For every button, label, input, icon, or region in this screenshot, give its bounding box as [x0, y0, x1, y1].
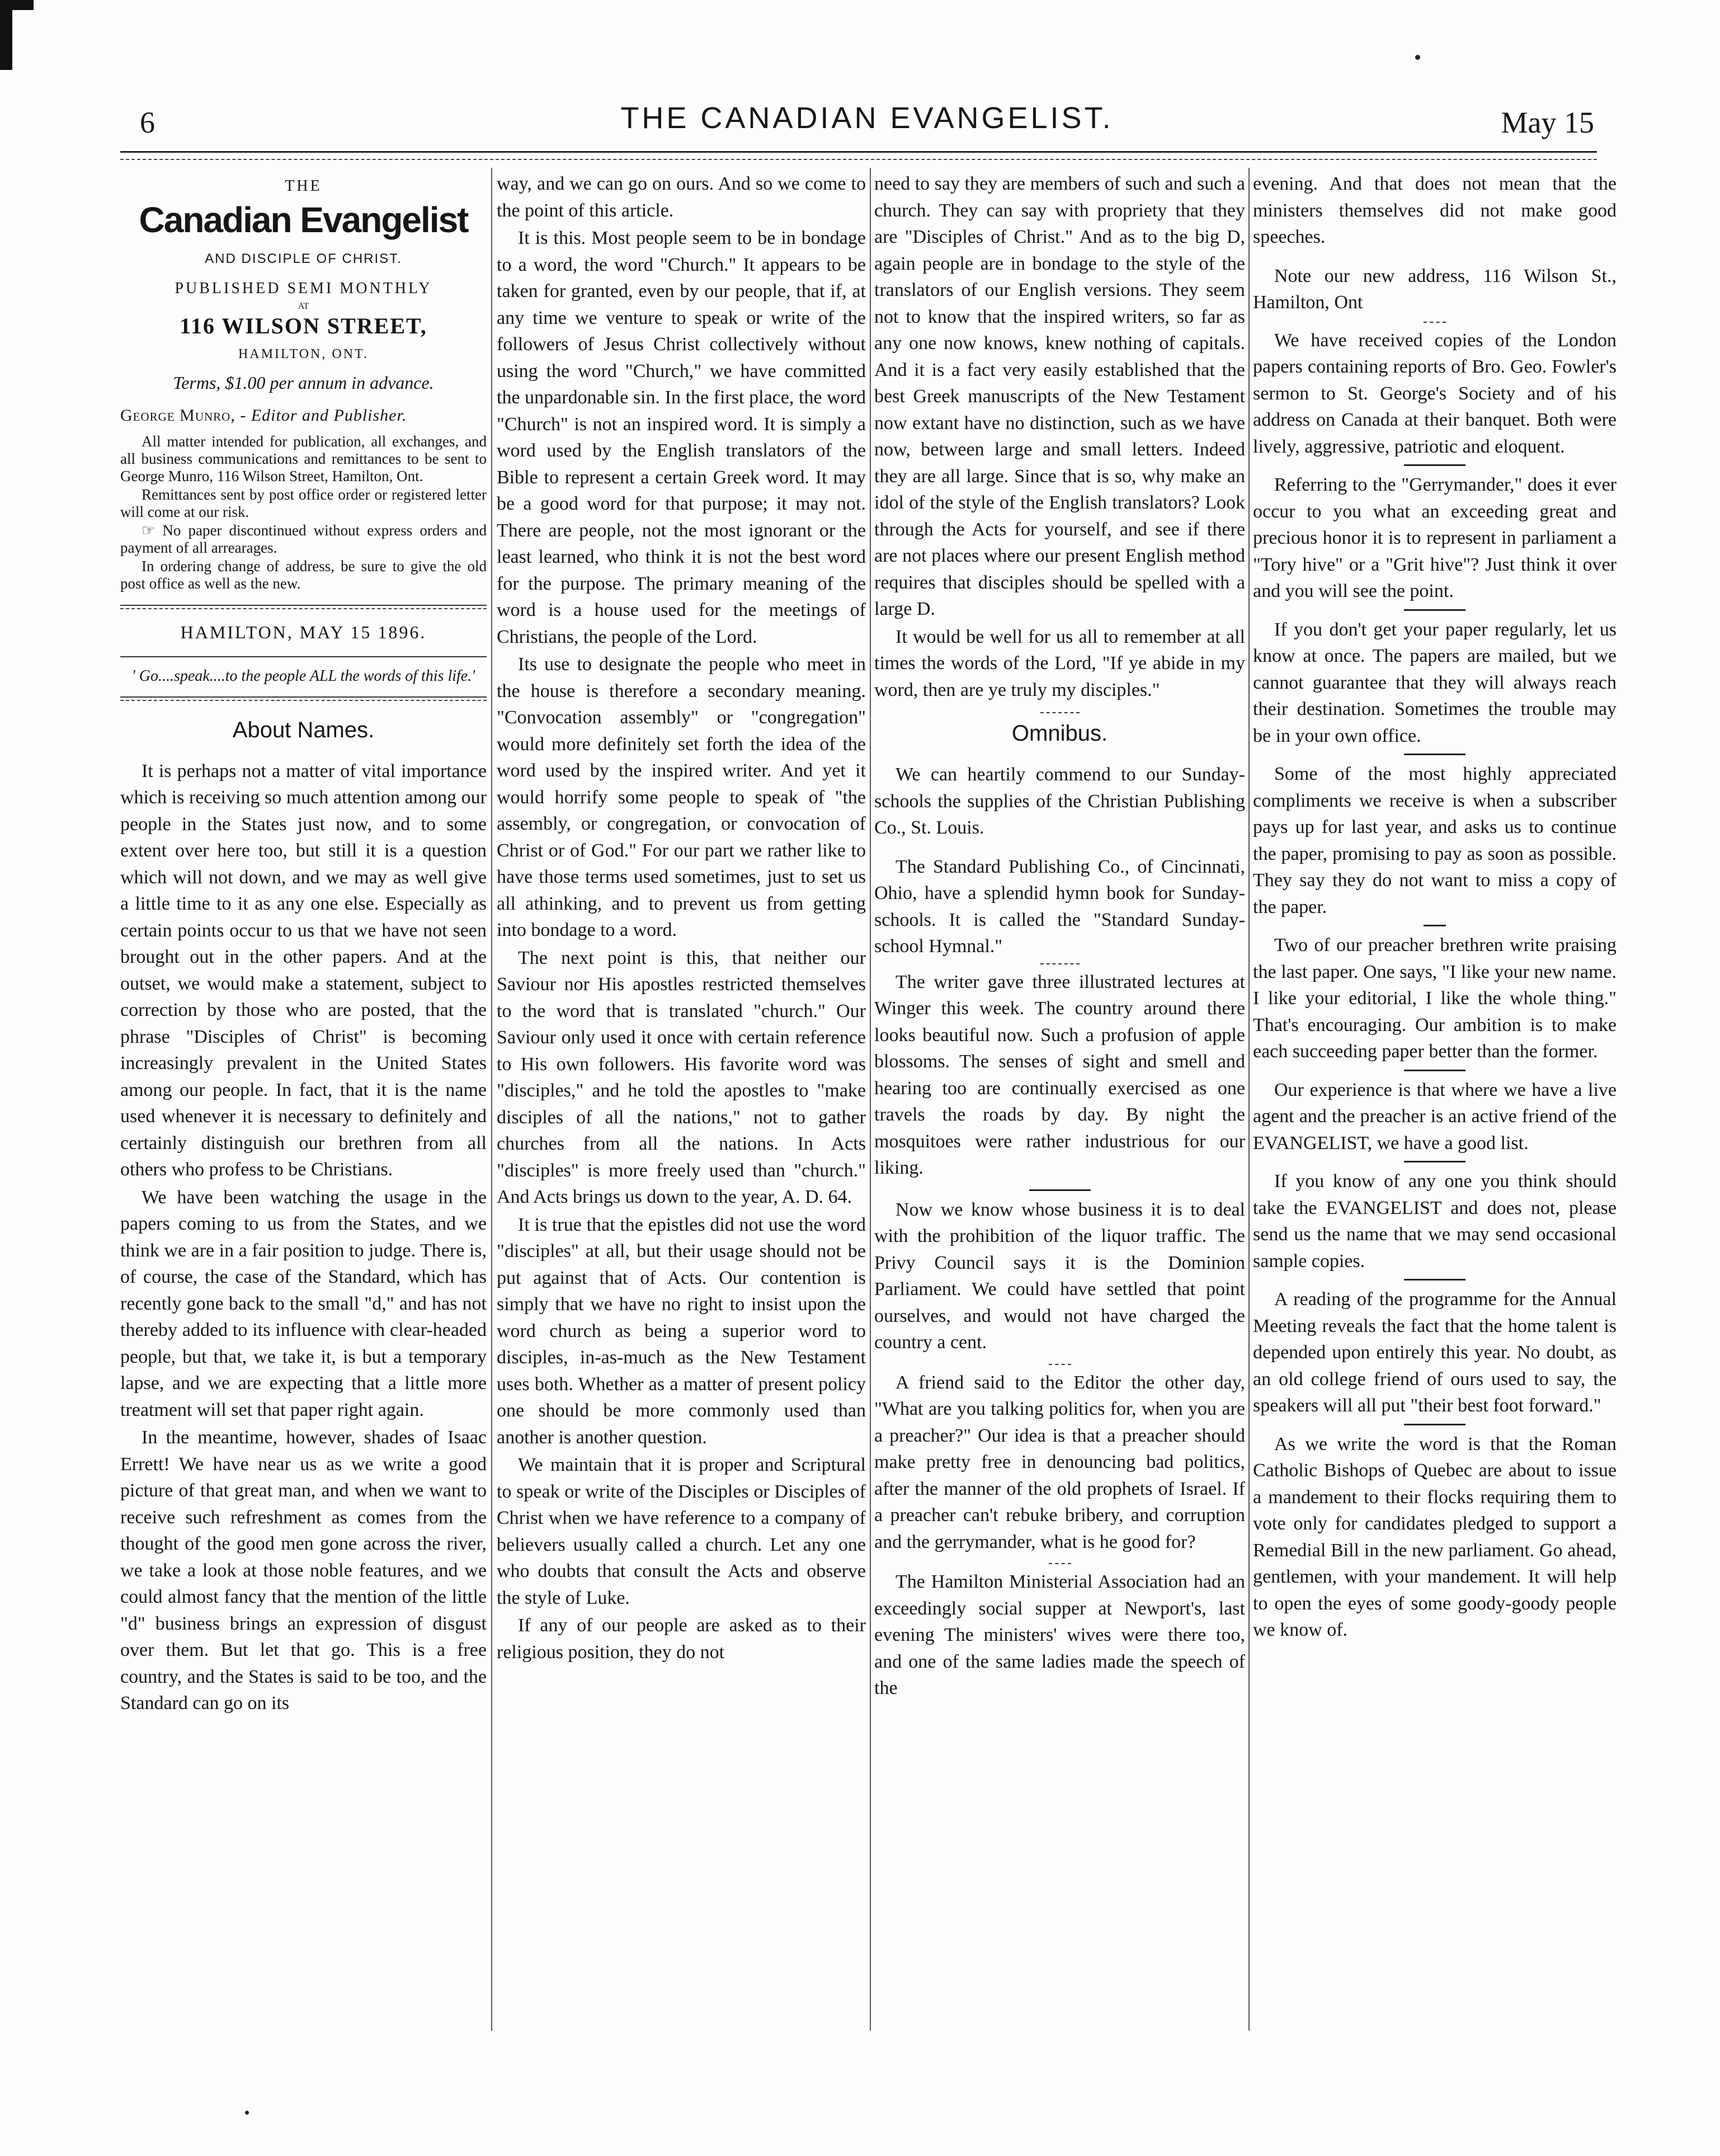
- item-divider: [1424, 925, 1446, 926]
- item-divider: [1049, 1364, 1071, 1365]
- masthead-editor: George Munro, - Editor and Publisher.: [120, 406, 407, 425]
- item-divider: [1404, 1161, 1465, 1162]
- news-item: Some of the most highly appreciated compliments we receive is when a subscriber pays up for last year, and asks us to continue the paper, promising to pay as soon as possible. They say they do not want to miss a copy of the paper.: [1253, 764, 1617, 917]
- scan-corner-mark: [0, 0, 12, 70]
- masthead-notice: In ordering change of address, be sure to give the old post office as well as the new.: [120, 558, 487, 592]
- masthead-at: AT: [298, 301, 309, 311]
- news-item: The writer gave three illustrated lectures at Winger this week. The country around there looks beautiful now. Such a profusion of apple blossoms. The senses of sight and smell and hearing too are continually exercised as one travels the roads by day. By night the mosquitoes were rather industrious for our liking.: [874, 971, 1245, 1178]
- header-rule-dashed: [120, 159, 1597, 160]
- masthead-title: Canadian Evangelist: [139, 199, 468, 240]
- masthead-rule: [120, 696, 487, 698]
- item-divider: [1404, 754, 1465, 755]
- column-1: [120, 171, 487, 1718]
- article-paragraph: In the meantime, however, shades of Isaac Errett! We have near us as we write a good picture of that great man, and when we want to receive such refreshment as comes from the thought of the good men gone across the river, we take a look at those noble features, and we could almost fancy that the mention of the little "d" business brings an expression of disgust over them. But let that go. This is a free country, and the States is said to be too, and the Standard can go on its: [120, 1427, 487, 1713]
- article-paragraph: need to say they are members of such and such a church. They can say with propriety that they are "Disciples of Christ." And as to the big D, again people are in bondage to the style of the translators of our English versions. They seem not to know that the inspired writers, so far as any one now knows, knew nothing of capitals. And it is a fact very easily established that the best Greek manuscripts of the New Testament now extant have no distinction, such as we have now, between large and small letters. Indeed they are all large. Since that is so, why make an idol of the style of the English translators? Look through the Acts for yourself, and see if there are not places where our present English method requires that disciples should be spelled with a large D.: [874, 173, 1245, 619]
- article-paragraph: It is this. Most people seem to be in bondage to a word, the word "Church." It appears to be taken for granted, even by our people, that if, at any time we venture to speak or write of the followers of Jesus Christ collectively without using the word "Church," we have committed the unpardonable sin. In the first place, the word "Church" is not an inspired word. It is simply a word used by the English translators of the Bible to represent a certain Greek word. It may be a good word for that purpose; it may not. There are people, not the most ignorant or the least learned, who think it is not the best word for the purpose. The primary meaning of the word is a house used for the meetings of Christians, the people of the Lord.: [497, 228, 866, 647]
- article-paragraph: Its use to designate the people who meet in the house is therefore a secondary meaning. "Convocation assembly" or "congregation" would more definitely set forth the idea of the word used by the inspired writer. And yet it would horrify some people to speak of "the assembly, or congregation, or convocation of Christ or of God." For our part we rather like to have those terms used sometimes, just to set us all athinking, and to prevent us from getting into bondage to a word.: [497, 654, 866, 940]
- section-divider: [1040, 712, 1080, 713]
- item-divider: [1424, 322, 1446, 323]
- item-divider: [1040, 963, 1080, 964]
- header-rule: [120, 151, 1597, 153]
- masthead-frequency: PUBLISHED SEMI MONTHLY: [175, 280, 432, 297]
- article-paragraph: The next point is this, that neither our Saviour nor His apostles restricted themselves to the word that is translated "church." Our Saviour only used it once with certain reference to His own followers. His favorite word was "disciples," and he told the apostles to "make disciples of all the nations," not to gather churches from all the nations. In Acts "disciples" is more freely used than "church." And Acts brings us down to the year, A. D. 64.: [497, 947, 866, 1207]
- column-4: [1253, 171, 1617, 1645]
- news-item: We can heartily commend to our Sunday-schools the supplies of the Christian Publishing Co., St. Louis.: [874, 764, 1245, 838]
- editor-role: Editor and Publisher.: [251, 406, 407, 425]
- article-paragraph: It is true that the epistles did not use the word "disciples" at all, but their usage should not be put against that of Acts. Our contention is simply that we have no right to insist upon the word church as being a superior word to disciples, in-as-much as the New Testament uses both. Whether as a matter of present policy one should be more commonly used than another is another question.: [497, 1214, 866, 1448]
- news-item: evening. And that does not mean that the ministers themselves did not make good speeches.: [1253, 173, 1617, 247]
- masthead-city: HAMILTON, ONT.: [238, 346, 369, 361]
- masthead-rule-dashed: [120, 700, 487, 701]
- masthead-the: THE: [285, 177, 322, 195]
- issue-date: May 15: [1501, 106, 1594, 139]
- article-paragraph: It is perhaps not a matter of vital importance which is receiving so much attention among our people in the States just now, and to some extent over here too, but still it is a question which will not down, and we may as well give a little time to it as any one else. Especially as certain points occur to us that we have not seen brought out in the other papers. And at the outset, we would make a statement, subject to correction by those who are posted, that the phrase "Disciples of Christ" is becoming increasingly prevalent in the United States among our people. In fact, that it is the name used whenever it is necessary to definitely and certainly distinguish our brethren from all others who profess to be Christians.: [120, 760, 487, 1180]
- news-item: The Standard Publishing Co., of Cincinnati, Ohio, have a splendid hymn book for Sunday-schools. It is called the "Standard Sunday-school Hymnal.": [874, 856, 1245, 957]
- masthead-notice: ☞ No paper discontinued without express orders and payment of all arrearages.: [120, 522, 487, 556]
- news-item: Our experience is that where we have a live agent and the preacher is an active friend of the EVANGELIST, we have a good list.: [1253, 1079, 1617, 1154]
- article-paragraph: We have been watching the usage in the papers coming to us from the States, and we think we are in a fair position to judge. There is, of course, the case of the Standard, which has recently gone back to the small "d," and has not thereby added to its influence with clear-headed people, but that, we take it, is but a temporary lapse, and we are expecting that a little more treatment will set that paper right again.: [120, 1187, 487, 1420]
- editor-name: George Munro,: [120, 406, 235, 425]
- news-item: We have received copies of the London papers containing reports of Bro. Geo. Fowler's sermon to St. George's Society and of his address on Canada at their banquet. Both were lively, aggressive, patriotic and eloquent.: [1253, 329, 1617, 457]
- news-item: A reading of the programme for the Annual Meeting reveals the fact that the home talent is depended upon entirely this year. No doubt, as an old college friend of ours used to say, the speakers will all put "their best foot forward.": [1253, 1289, 1617, 1416]
- scan-speck: [1415, 55, 1420, 60]
- news-item: Now we know whose business it is to deal with the prohibition of the liquor traffic. The Privy Council says it is the Dominion Parliament. We could have settled that point ourselves, and would not have charged the country a cent.: [874, 1199, 1245, 1353]
- article-paragraph: We maintain that it is proper and Scriptural to speak or write of the Disciples or Disciples of Christ when we have reference to a company of believers usually called a church. Let any one who doubts that consult the Acts and observe the style of Luke.: [497, 1454, 866, 1608]
- news-item: If you know of any one you think should take the EVANGELIST and does not, please send us the name that we may send occasional sample copies.: [1253, 1171, 1617, 1272]
- news-item: Note our new address, 116 Wilson St., Hamilton, Ont: [1253, 265, 1617, 313]
- page-number: 6: [140, 106, 155, 139]
- news-item: The Hamilton Ministerial Association had an exceedingly social supper at Newport's, last evening The ministers' wives were there too, and one of the same ladies made the speech of the: [874, 1571, 1245, 1698]
- scan-speck: [245, 2111, 249, 2115]
- news-item: A friend said to the Editor the other day, "What are you talking politics for, when you are a preacher?" Our idea is that a preacher should make pretty free in denouncing bad politics, after the manner of the old prophets of Israel. If a preacher can't rebuke bribery, and corruption and the gerrymander, what is he good for?: [874, 1372, 1245, 1552]
- column-rule: [870, 168, 871, 2031]
- masthead-notice: All matter intended for publication, all exchanges, and all business communications and remittances to be sent to George Munro, 116 Wilson Street, Hamilton, Ont.: [120, 433, 487, 484]
- masthead-terms: Terms, $1.00 per annum in advance.: [173, 373, 434, 393]
- page-header: [140, 101, 1594, 151]
- omnibus-title: Omnibus.: [1011, 721, 1108, 746]
- item-divider: [1404, 1070, 1465, 1071]
- article-title: About Names.: [232, 717, 375, 742]
- masthead-motto: ' Go....speak....to the people ALL the words of this life.': [131, 667, 475, 685]
- news-item: Referring to the "Gerrymander," does it ever occur to you what an exceeding great and precious honor it is to represent in parliament a "Tory hive" or a "Grit hive"? Just think it over and you will see the point.: [1253, 474, 1617, 601]
- item-divider: [1404, 1424, 1465, 1425]
- column-rule: [1248, 168, 1250, 2031]
- item-divider: [1029, 1189, 1091, 1191]
- article-paragraph: If any of our people are asked as to their religious position, they do not: [497, 1615, 866, 1663]
- item-divider: [1404, 609, 1465, 611]
- masthead-street: 116 WILSON STREET,: [180, 313, 427, 338]
- running-title: THE CANADIAN EVANGELIST.: [620, 101, 1114, 135]
- dateline: HAMILTON, MAY 15 1896.: [180, 622, 427, 642]
- masthead-rule-dashed: [120, 608, 487, 609]
- column-3: [874, 171, 1245, 1703]
- item-divider: [1404, 1279, 1465, 1281]
- item-divider: [1049, 1563, 1071, 1564]
- news-item: Two of our preacher brethren write praising the last paper. One says, "I like your new name. I like your editorial, I like the whole thing." That's encouraging. Our ambition is to make each succeeding paper better than the former.: [1253, 935, 1617, 1062]
- item-divider: [1404, 464, 1465, 466]
- column-rule: [491, 168, 492, 2031]
- article-paragraph: way, and we can go on ours. And so we come to the point of this article.: [497, 173, 866, 221]
- masthead-subtitle: AND DISCIPLE OF CHRIST.: [205, 251, 402, 266]
- news-item: If you don't get your paper regularly, let us know at once. The papers are mailed, but we cannot guarantee that they will always reach their destination. Sometimes the trouble may be in your own office.: [1253, 619, 1617, 746]
- masthead-notice: Remittances sent by post office order or registered letter will come at our risk.: [120, 486, 487, 520]
- masthead-rule: [120, 605, 487, 606]
- column-2: [497, 171, 866, 1667]
- news-item: As we write the word is that the Roman Catholic Bishops of Quebec are about to issue a mandement to their flocks requiring them to vote only for candidates pledged to support a Remedial Bill in the new parliament. Go ahead, gentlemen, with your mandement. It will help to open the eyes of some goody-goody people we know of.: [1253, 1433, 1617, 1640]
- masthead-rule: [120, 656, 487, 657]
- article-paragraph: It would be well for us all to remember at all times the words of the Lord, "If ye abide in my word, then are ye truly my disciples.": [874, 626, 1245, 700]
